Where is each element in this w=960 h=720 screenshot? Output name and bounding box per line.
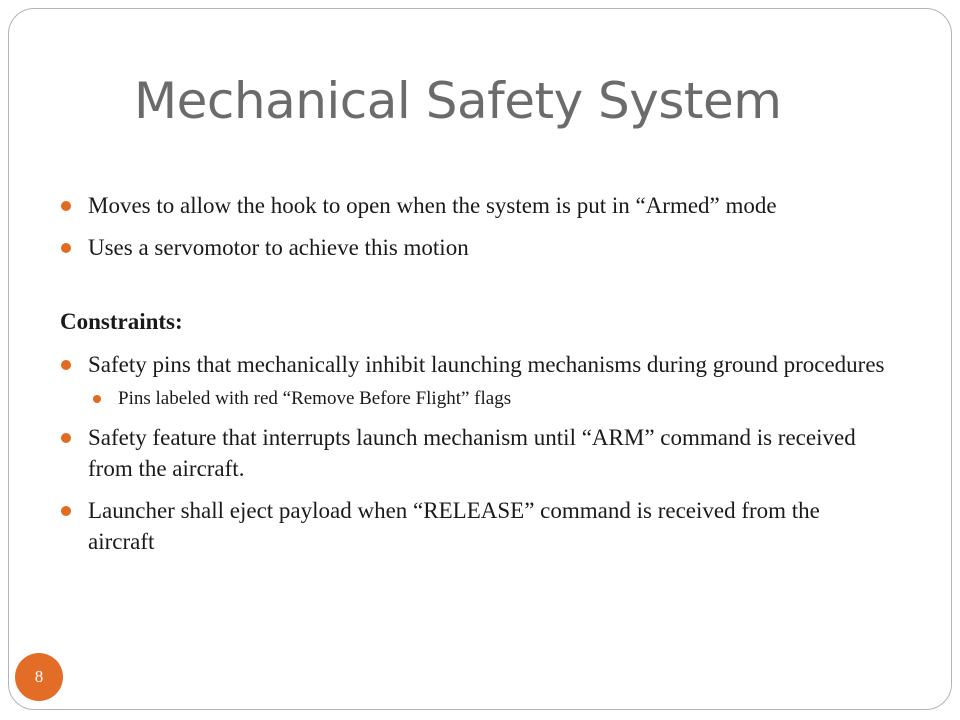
constraint-bullet: Safety feature that interrupts launch mechanism until “ARM” command is received from the aircraft.: [60, 422, 890, 484]
constraints-heading: Constraints:: [60, 309, 183, 334]
constraint-sub-bullet: Pins labeled with red “Remove Before Flight” flags: [88, 386, 890, 412]
slide-body: [60, 190, 890, 557]
slide-title: Mechanical Safety System: [134, 72, 782, 130]
page-number-badge: 8: [15, 653, 63, 701]
bullet-item: Uses a servomotor to achieve this motion: [60, 232, 890, 263]
constraint-bullet: Launcher shall eject payload when “RELEASE” command is received from the aircraft: [60, 495, 890, 557]
bullet-item: Moves to allow the hook to open when the system is put in “Armed” mode: [60, 190, 890, 221]
constraint-bullet: Safety pins that mechanically inhibit launching mechanisms during ground procedures: [60, 349, 890, 380]
